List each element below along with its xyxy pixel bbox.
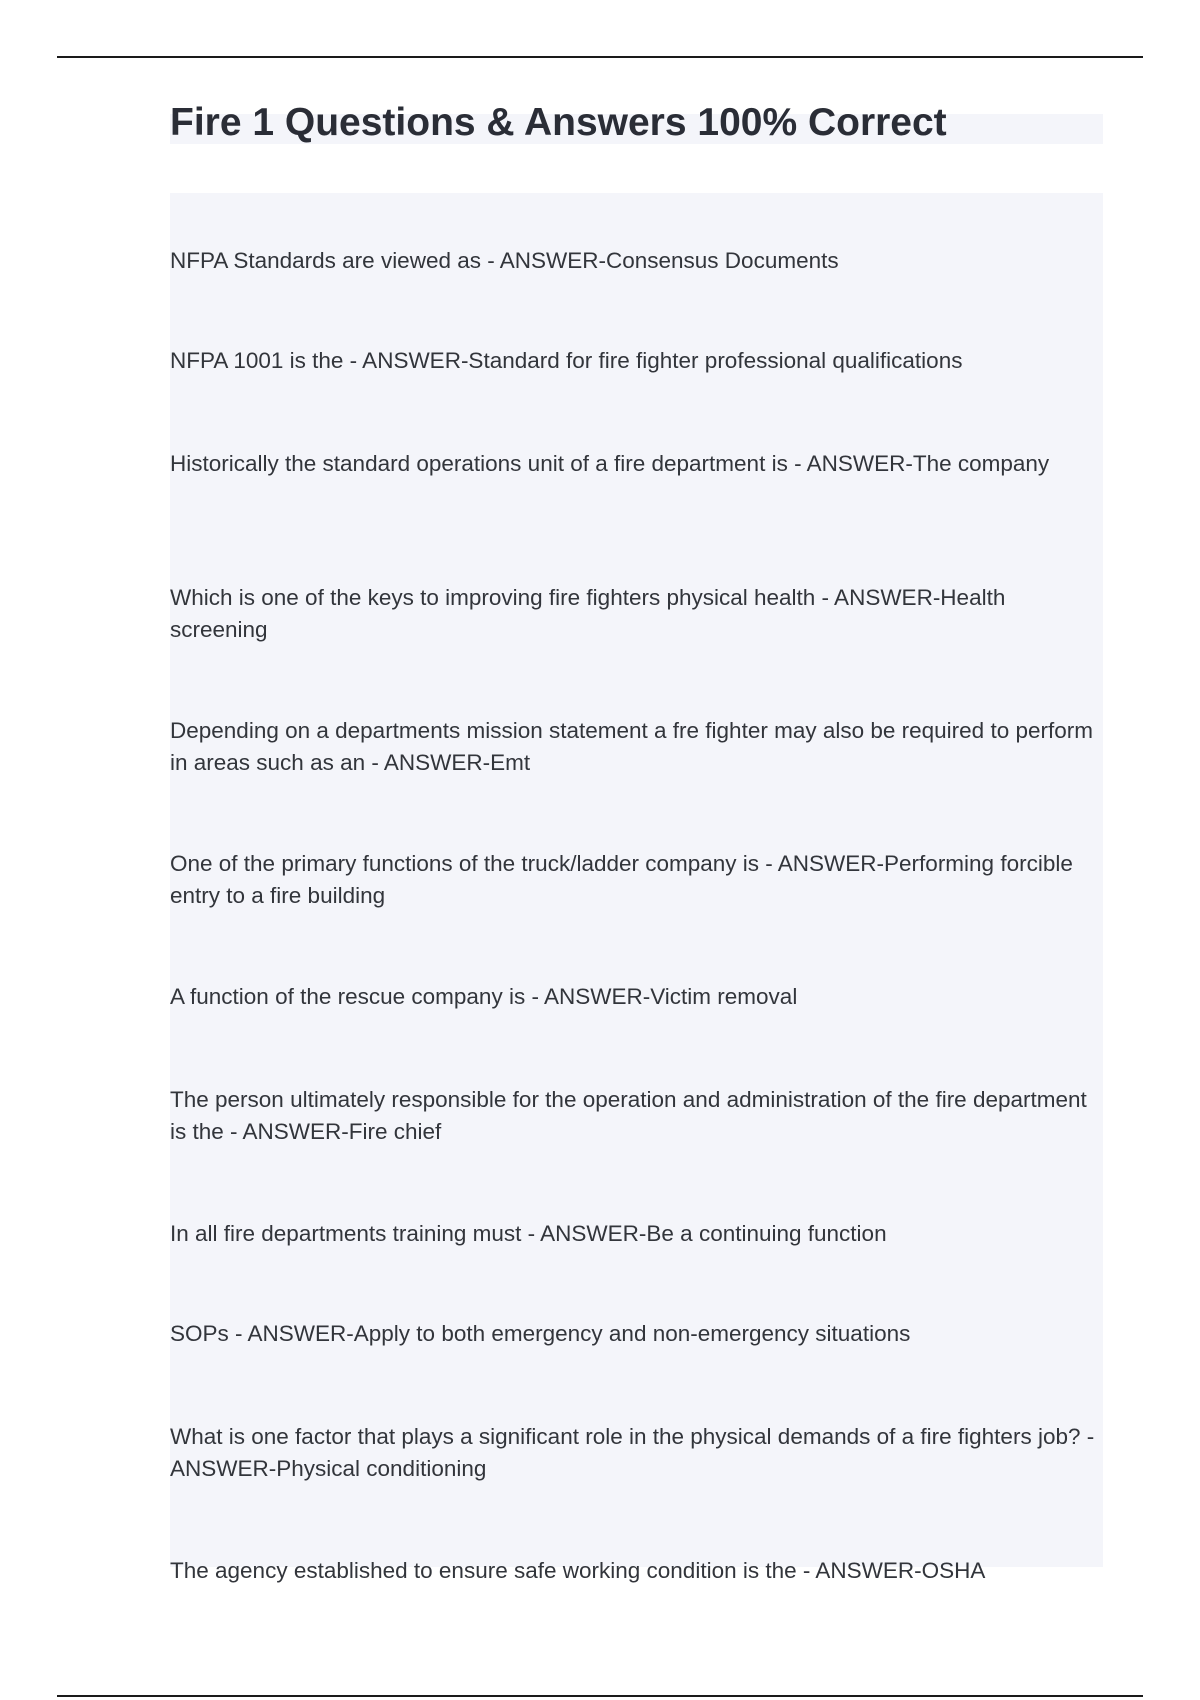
qa-item: Depending on a departments mission statement a fre fighter may also be required to perform in areas such as an - ANSWER-Emt	[170, 718, 1093, 775]
top-divider	[57, 56, 1143, 58]
bottom-divider	[57, 1695, 1143, 1697]
qa-item: One of the primary functions of the truck/ladder company is - ANSWER-Performing forcible entry to a fire building	[170, 851, 1073, 908]
qa-item: Which is one of the keys to improving fire fighters physical health - ANSWER-Health screening	[170, 585, 1006, 642]
qa-item: NFPA 1001 is the - ANSWER-Standard for fire fighter professional qualifications	[170, 348, 963, 373]
qa-item: What is one factor that plays a significant role in the physical demands of a fire fighters job? - ANSWER-Physical conditioning	[170, 1424, 1095, 1481]
page-title: Fire 1 Questions & Answers 100% Correct	[170, 101, 947, 144]
qa-item: SOPs - ANSWER-Apply to both emergency and non-emergency situations	[170, 1321, 911, 1346]
qa-item: The agency established to ensure safe working condition is the - ANSWER-OSHA	[170, 1558, 986, 1583]
qa-item: The person ultimately responsible for the operation and administration of the fire department is the - ANSWER-Fire chief	[170, 1087, 1087, 1144]
qa-item: In all fire departments training must - ANSWER-Be a continuing function	[170, 1221, 887, 1246]
qa-item: NFPA Standards are viewed as - ANSWER-Consensus Documents	[170, 248, 839, 273]
qa-item: Historically the standard operations unit of a fire department is - ANSWER-The company	[170, 451, 1050, 476]
qa-item: A function of the rescue company is - ANSWER-Victim removal	[170, 984, 798, 1009]
